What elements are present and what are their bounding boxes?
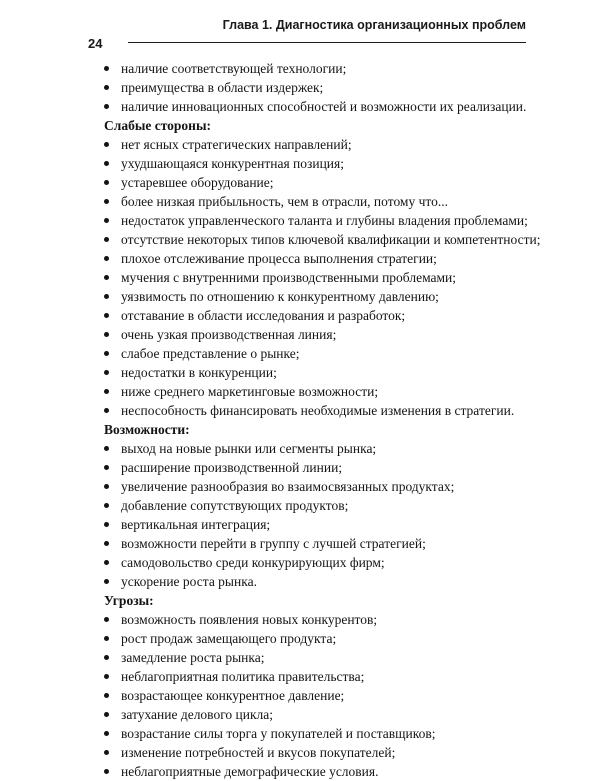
bullet-icon (104, 465, 109, 470)
list-item: уязвимость по отношению к конкурентному давлению; (102, 287, 542, 306)
list-item: отсутствие некоторых типов ключевой квалификации и компетентности; (102, 230, 542, 249)
list-item: неблагоприятная политика правительства; (102, 667, 542, 686)
list-item: рост продаж замещающего продукта; (102, 629, 542, 648)
bullet-icon (104, 294, 109, 299)
list-item: замедление роста рынка; (102, 648, 542, 667)
list-item: изменение потребностей и вкусов покупателей; (102, 743, 542, 762)
list-item: ускорение роста рынка. (102, 572, 542, 591)
list-item: нет ясных стратегических направлений; (102, 135, 542, 154)
list-item: возрастающее конкурентное давление; (102, 686, 542, 705)
weaknesses-heading: Слабые стороны: (104, 118, 211, 133)
list-item: мучения с внутренними производственными проблемами; (102, 268, 542, 287)
list-item: наличие соответствующей технологии; (102, 59, 542, 78)
bullet-icon (104, 579, 109, 584)
list-item: возможность появления новых конкурентов; (102, 610, 542, 629)
bullet-icon (104, 769, 109, 774)
list-item: очень узкая производственная линия; (102, 325, 542, 344)
list-item: неспособность финансировать необходимые изменения в стратегии. (102, 401, 542, 420)
list-item: ухудшающаяся конкурентная позиция; (102, 154, 542, 173)
bullet-icon (104, 161, 109, 166)
bullet-icon (104, 237, 109, 242)
list-item: возрастание силы торга у покупателей и поставщиков; (102, 724, 542, 743)
bullet-icon (104, 446, 109, 451)
bullet-icon (104, 332, 109, 337)
bullet-icon (104, 617, 109, 622)
bullet-icon (104, 503, 109, 508)
list-item: вертикальная интеграция; (102, 515, 542, 534)
bullet-icon (104, 484, 109, 489)
bullet-icon (104, 655, 109, 660)
list-item: увеличение разнообразия во взаимосвязанных продуктах; (102, 477, 542, 496)
bullet-icon (104, 674, 109, 679)
list-item: плохое отслеживание процесса выполнения стратегии; (102, 249, 542, 268)
weaknesses-list (102, 135, 542, 420)
list-item: наличие инновационных способностей и возможности их реализации. (102, 97, 542, 116)
bullet-icon (104, 199, 109, 204)
bullet-icon (104, 408, 109, 413)
bullet-icon (104, 351, 109, 356)
list-item: затухание делового цикла; (102, 705, 542, 724)
list-item: недостатки в конкуренции; (102, 363, 542, 382)
bullet-icon (104, 636, 109, 641)
bullet-icon (104, 731, 109, 736)
list-item: добавление сопутствующих продуктов; (102, 496, 542, 515)
list-item: неблагоприятные демографические условия. (102, 762, 542, 781)
list-item: преимущества в области издержек; (102, 78, 542, 97)
list-item: слабое представление о рынке; (102, 344, 542, 363)
bullet-icon (104, 104, 109, 109)
bullet-icon (104, 560, 109, 565)
opportunities-heading: Возможности: (104, 422, 190, 437)
page-content (102, 59, 542, 781)
bullet-icon (104, 389, 109, 394)
bullet-icon (104, 218, 109, 223)
bullet-icon (104, 275, 109, 280)
strengths-continued-list (102, 59, 542, 116)
threats-list (102, 610, 542, 781)
list-item: самодовольство среди конкурирующих фирм; (102, 553, 542, 572)
bullet-icon (104, 313, 109, 318)
header-rule (128, 42, 526, 43)
opportunities-list (102, 439, 542, 591)
bullet-icon (104, 66, 109, 71)
list-item: отставание в области исследования и разработок; (102, 306, 542, 325)
list-item: возможности перейти в группу с лучшей стратегией; (102, 534, 542, 553)
bullet-icon (104, 85, 109, 90)
bullet-icon (104, 142, 109, 147)
bullet-icon (104, 693, 109, 698)
running-header: Глава 1. Диагностика организационных проблем (222, 18, 526, 32)
list-item: более низкая прибыльность, чем в отрасли, потому что... (102, 192, 542, 211)
bullet-icon (104, 180, 109, 185)
bullet-icon (104, 370, 109, 375)
bullet-icon (104, 256, 109, 261)
bullet-icon (104, 541, 109, 546)
bullet-icon (104, 522, 109, 527)
bullet-icon (104, 712, 109, 717)
list-item: расширение производственной линии; (102, 458, 542, 477)
page-number: 24 (88, 36, 103, 51)
list-item: ниже среднего маркетинговые возможности; (102, 382, 542, 401)
list-item: выход на новые рынки или сегменты рынка; (102, 439, 542, 458)
list-item: недостаток управленческого таланта и глубины владения проблемами; (102, 211, 542, 230)
list-item: устаревшее оборудование; (102, 173, 542, 192)
bullet-icon (104, 750, 109, 755)
threats-heading: Угрозы: (104, 593, 154, 608)
